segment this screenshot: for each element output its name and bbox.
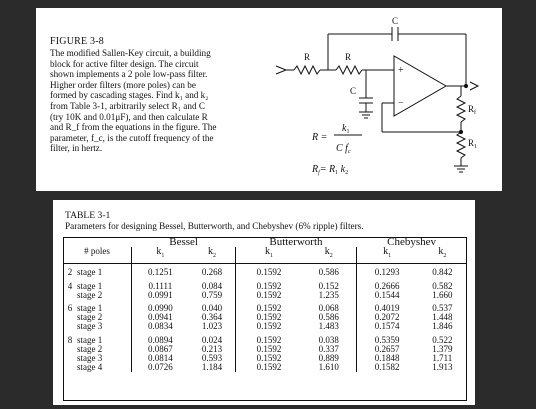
value-cell: 0.0834 [132, 322, 189, 331]
value-cell: 0.1592 [236, 322, 302, 331]
sallen-key-schematic [36, 8, 502, 191]
label-r1: $R_1$ [468, 138, 478, 150]
header-k2: $k_2$ [418, 247, 467, 264]
value-cell: 0.1592 [236, 332, 302, 345]
caption-line: The modified Sallen-Key circuit, a building [50, 48, 211, 58]
stage-cell: stage 3 [77, 353, 103, 364]
value-cell: 1.711 [432, 353, 453, 364]
header-k1: $k_1$ [356, 247, 417, 264]
eq-r-denominator: C $f_c$ [336, 143, 351, 155]
value-cell: 0.1592 [236, 354, 302, 363]
resistor-right-icon [336, 66, 362, 74]
value-cell: 0.1544 [356, 291, 417, 300]
caption-line: and R_f from the equations in the figure. The [50, 122, 217, 133]
value-cell: 0.040 [201, 303, 223, 314]
poles-cell [63, 313, 77, 322]
capacitor-mid-icon [359, 98, 373, 103]
header-k1: $k_1$ [236, 247, 302, 264]
poles-cell [63, 354, 77, 363]
value-cell: 0.024 [201, 334, 223, 345]
table-row [63, 363, 467, 372]
stage-cell: stage 2 [77, 289, 103, 300]
caption-line: filter, in hertz. [50, 143, 103, 154]
value-cell: 0.586 [318, 267, 339, 278]
value-cell: 0.593 [201, 353, 223, 364]
value-cell: 0.364 [201, 312, 223, 323]
ground-icon [359, 112, 373, 118]
value-cell: 0.1592 [236, 363, 302, 372]
poles-cell: 8 [67, 334, 73, 345]
value-cell: 0.1848 [356, 354, 417, 363]
stage-cell: stage 2 [77, 343, 103, 354]
value-cell: 0.582 [432, 280, 453, 291]
value-cell: 0.0990 [132, 300, 189, 313]
value-cell: 0.2666 [356, 278, 417, 291]
poles-cell [63, 291, 77, 300]
value-cell: 0.586 [318, 312, 339, 323]
header-poles: # poles [63, 247, 132, 264]
label-plus: + [398, 65, 404, 76]
label-c-mid: C [350, 86, 357, 96]
value-cell: 0.1111 [132, 278, 189, 291]
group-bessel: Bessel [169, 236, 198, 248]
table-row [63, 332, 467, 345]
stage-cell: stage 1 [77, 267, 103, 278]
caption-line: block for active filter design. The circuit [50, 58, 199, 69]
stage-cell: stage 1 [77, 334, 103, 345]
value-cell: 0.0814 [132, 354, 189, 363]
stage-cell: stage 1 [77, 280, 103, 291]
value-cell: 0.0726 [132, 363, 189, 372]
value-cell: 0.0941 [132, 313, 189, 322]
caption-line: Higher order filters (more poles) can be [50, 79, 196, 90]
value-cell: 0.1592 [236, 291, 302, 300]
header-k1: $k_1$ [132, 247, 189, 264]
value-cell: 1.235 [318, 289, 339, 300]
stage-cell: stage 2 [77, 312, 103, 323]
caption-line: (try 10K and 0.01μF), and then calculate R [50, 111, 208, 122]
caption-line: from Table 3-1, arbitrarily select R₁ and C [50, 100, 205, 111]
table-description: Parameters for designing Bessel, Butterworth, and Chebyshev (6% ripple) filters. [65, 221, 364, 231]
value-cell: 0.1251 [132, 264, 189, 278]
value-cell: 0.0991 [132, 291, 189, 300]
value-cell: 1.379 [432, 343, 453, 354]
poles-cell: 4 [67, 280, 73, 291]
table-row [63, 264, 467, 278]
eq-rf: $R_f= R_1$ $k_2$ [312, 164, 349, 176]
figure-panel [36, 8, 502, 191]
resistor-r1-icon [457, 132, 465, 158]
value-cell: 0.084 [201, 280, 223, 291]
eq-r-numerator: $k_1$ [342, 123, 350, 135]
label-r-left: R [304, 52, 311, 62]
value-cell: 0.889 [318, 353, 339, 364]
value-cell: 1.610 [318, 362, 339, 373]
poles-cell [63, 345, 77, 354]
value-cell: 0.213 [201, 343, 223, 354]
stage-cell: stage 3 [77, 321, 103, 332]
poles-cell: 2 [67, 267, 73, 278]
value-cell: 0.842 [432, 267, 453, 278]
stage-cell: stage 4 [77, 362, 103, 373]
value-cell: 0.1582 [356, 363, 417, 372]
value-cell: 0.068 [318, 303, 339, 314]
value-cell: 0.0894 [132, 332, 189, 345]
value-cell: 0.1592 [236, 345, 302, 354]
table-row [63, 278, 467, 291]
poles-cell: 6 [67, 303, 73, 314]
table-sub-header [63, 247, 467, 264]
caption-line: formed by cascading stages. Find k₁ and k₂ [50, 90, 209, 101]
value-cell: 1.660 [432, 289, 453, 300]
table-row [63, 322, 467, 331]
input-arrow-icon [276, 66, 286, 74]
value-cell: 0.337 [318, 343, 339, 354]
label-r-right: R [345, 52, 352, 62]
value-cell: 0.537 [432, 303, 453, 314]
value-cell: 0.1592 [236, 313, 302, 322]
value-cell: 1.846 [432, 321, 453, 332]
poles-cell [63, 322, 77, 331]
value-cell: 0.268 [201, 267, 223, 278]
output-arrow-icon [470, 82, 478, 90]
table-panel [53, 200, 475, 405]
group-chebyshev: Chebyshev [387, 236, 437, 248]
value-cell: 0.1592 [236, 264, 302, 278]
value-cell: 0.1592 [236, 300, 302, 313]
value-cell: 1.448 [432, 312, 453, 323]
value-cell: 0.1574 [356, 322, 417, 331]
value-cell: 0.5359 [356, 332, 417, 345]
value-cell: 1.913 [432, 362, 453, 373]
stage-cell: stage 1 [77, 303, 103, 314]
value-cell: 0.2072 [356, 313, 417, 322]
group-butterworth: Butterworth [269, 236, 323, 248]
value-cell: 0.4019 [356, 300, 417, 313]
parameter-table [63, 237, 467, 372]
poles-cell [63, 363, 77, 372]
value-cell: 0.1592 [236, 278, 302, 291]
value-cell: 0.0867 [132, 345, 189, 354]
value-cell: 1.023 [201, 321, 223, 332]
label-minus: − [398, 98, 404, 109]
table-title: TABLE 3-1 [65, 210, 111, 221]
value-cell: 0.759 [201, 289, 223, 300]
label-rf: $R_f$ [468, 104, 477, 116]
caption-line: parameter, f_c, is the cutoff frequency of the [50, 132, 214, 143]
label-c-top: C [392, 16, 399, 26]
resistor-left-icon [294, 66, 320, 74]
value-cell: 0.2657 [356, 345, 417, 354]
eq-r-lhs: R = [312, 132, 328, 143]
value-cell: 1.184 [201, 362, 223, 373]
figure-title: FIGURE 3-8 [50, 36, 104, 47]
header-k2: $k_2$ [189, 247, 236, 264]
ground-icon [454, 166, 468, 172]
value-cell: 0.1293 [356, 264, 417, 278]
table-row [63, 291, 467, 300]
capacitor-top-icon [392, 27, 398, 41]
value-cell: 0.522 [432, 334, 453, 345]
value-cell: 0.152 [318, 280, 339, 291]
caption-line: shown implements a 2 pole low-pass filter. [50, 69, 208, 80]
value-cell: 0.038 [318, 334, 339, 345]
value-cell: 1.483 [318, 321, 339, 332]
resistor-rf-icon [457, 96, 465, 122]
header-k2: $k_2$ [302, 247, 356, 264]
